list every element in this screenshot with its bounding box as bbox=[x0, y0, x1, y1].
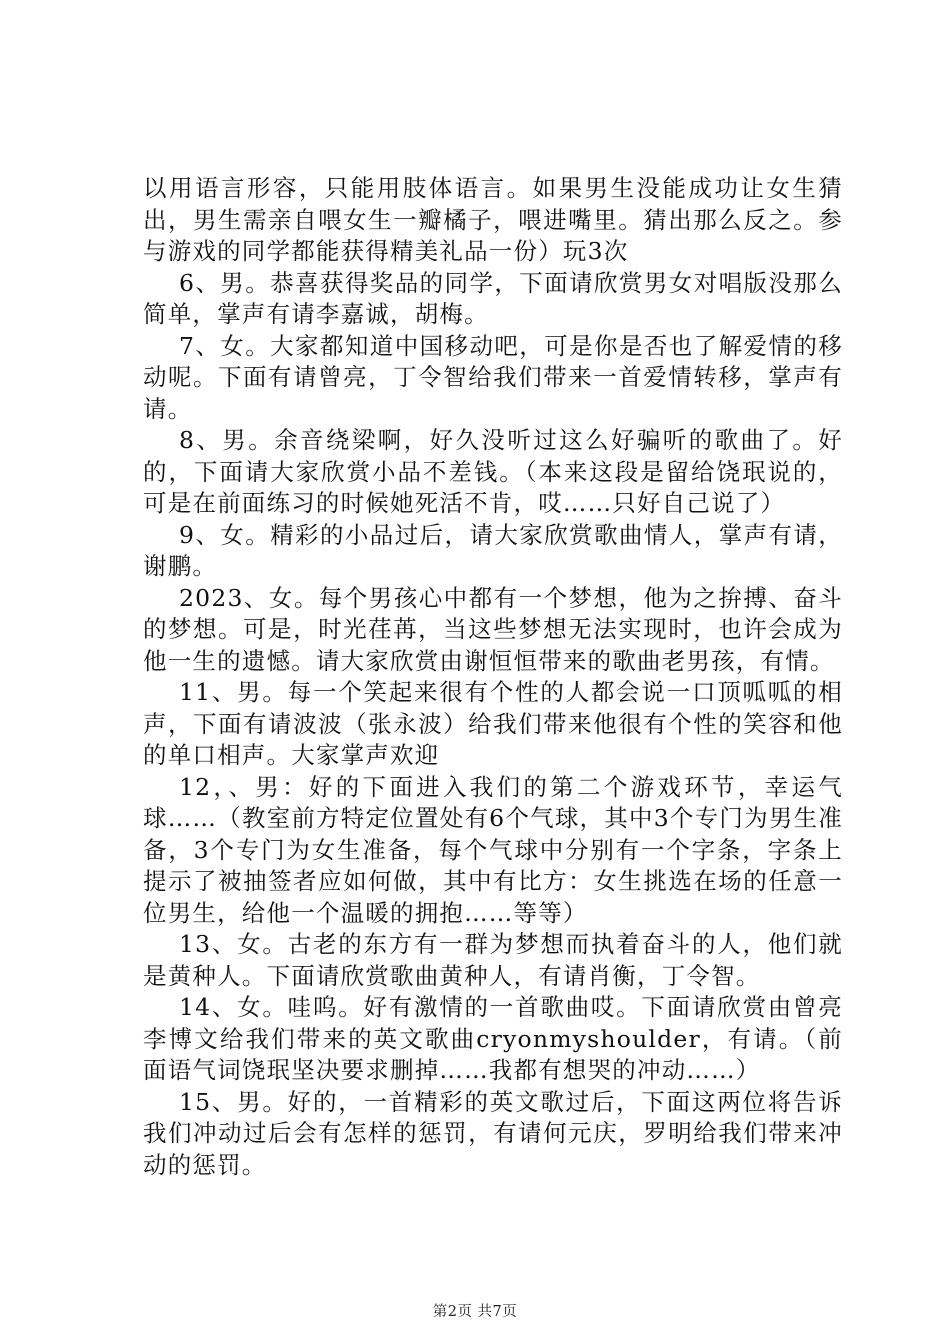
paragraph-item-15: 15、男。好的，一首精彩的英文歌过后，下面这两位将告诉我们冲动过后会有怎样的惩罚，有请何元庆，罗明给我们带来冲动的惩罚。 bbox=[143, 1087, 843, 1179]
page-number-footer: 第2页 共7页 bbox=[432, 1304, 518, 1320]
paragraph-item-9: 9、女。精彩的小品过后，请大家欣赏歌曲情人，掌声有请，谢鹏。 bbox=[143, 520, 843, 580]
paragraph-item-14: 14、女。哇呜。好有激情的一首歌曲哎。下面请欣赏由曾亮李博文给我们带来的英文歌曲cryonmyshoulder，有请。（前面语气词饶珉坚决要求删掉……我都有想哭的冲动……） bbox=[143, 993, 843, 1084]
document-body bbox=[143, 173, 843, 1181]
paragraph-item-6: 6、男。恭喜获得奖品的同学，下面请欣赏男女对唱版没那么简单，掌声有请李嘉诚，胡梅。 bbox=[143, 268, 843, 328]
paragraph-item-13: 13、女。古老的东方有一群为梦想而执着奋斗的人，他们就是黄种人。下面请欣赏歌曲黄种人，有请肖衡，丁令智。 bbox=[143, 930, 843, 990]
paragraph-item-12: 12，、男：好的下面进入我们的第二个游戏环节，幸运气球……（教室前方特定位置处有6个气球，其中3个专门为男生准备，3个专门为女生准备，每个气球中分别有一个字条，字条上提示了被抽签者应如何做，其中有比方：女生挑选在场的任意一位男生，给他一个温暖的拥抱……等等） bbox=[143, 772, 843, 927]
paragraph-item-11: 11、男。每一个笑起来很有个性的人都会说一口顶呱呱的相声，下面有请波波（张永波）给我们带来他很有个性的笑容和他的单口相声。大家掌声欢迎 bbox=[143, 678, 843, 769]
paragraph-continuation: 以用语言形容，只能用肢体语言。如果男生没能成功让女生猜出，男生需亲自喂女生一瓣橘子，喂进嘴里。猜出那么反之。参与游戏的同学都能获得精美礼品一份）玩3次 bbox=[143, 174, 843, 265]
paragraph-item-8: 8、男。余音绕梁啊，好久没听过这么好骗听的歌曲了。好的，下面请大家欣赏小品不差钱。（本来这段是留给饶珉说的，可是在前面练习的时候她死活不肯，哎……只好自己说了） bbox=[143, 426, 843, 517]
paragraph-item-10: 2023、女。每个男孩心中都有一个梦想，他为之拚搏、奋斗的梦想。可是，时光荏苒，当这些梦想无法实现时，也许会成为他一生的遗憾。请大家欣赏由谢恒恒带来的歌曲老男孩，有情。 bbox=[143, 583, 843, 675]
paragraph-item-7: 7、女。大家都知道中国移动吧，可是你是否也了解爱情的移动呢。下面有请曾亮，丁令智给我们带来一首爱情转移，掌声有请。 bbox=[143, 331, 843, 423]
